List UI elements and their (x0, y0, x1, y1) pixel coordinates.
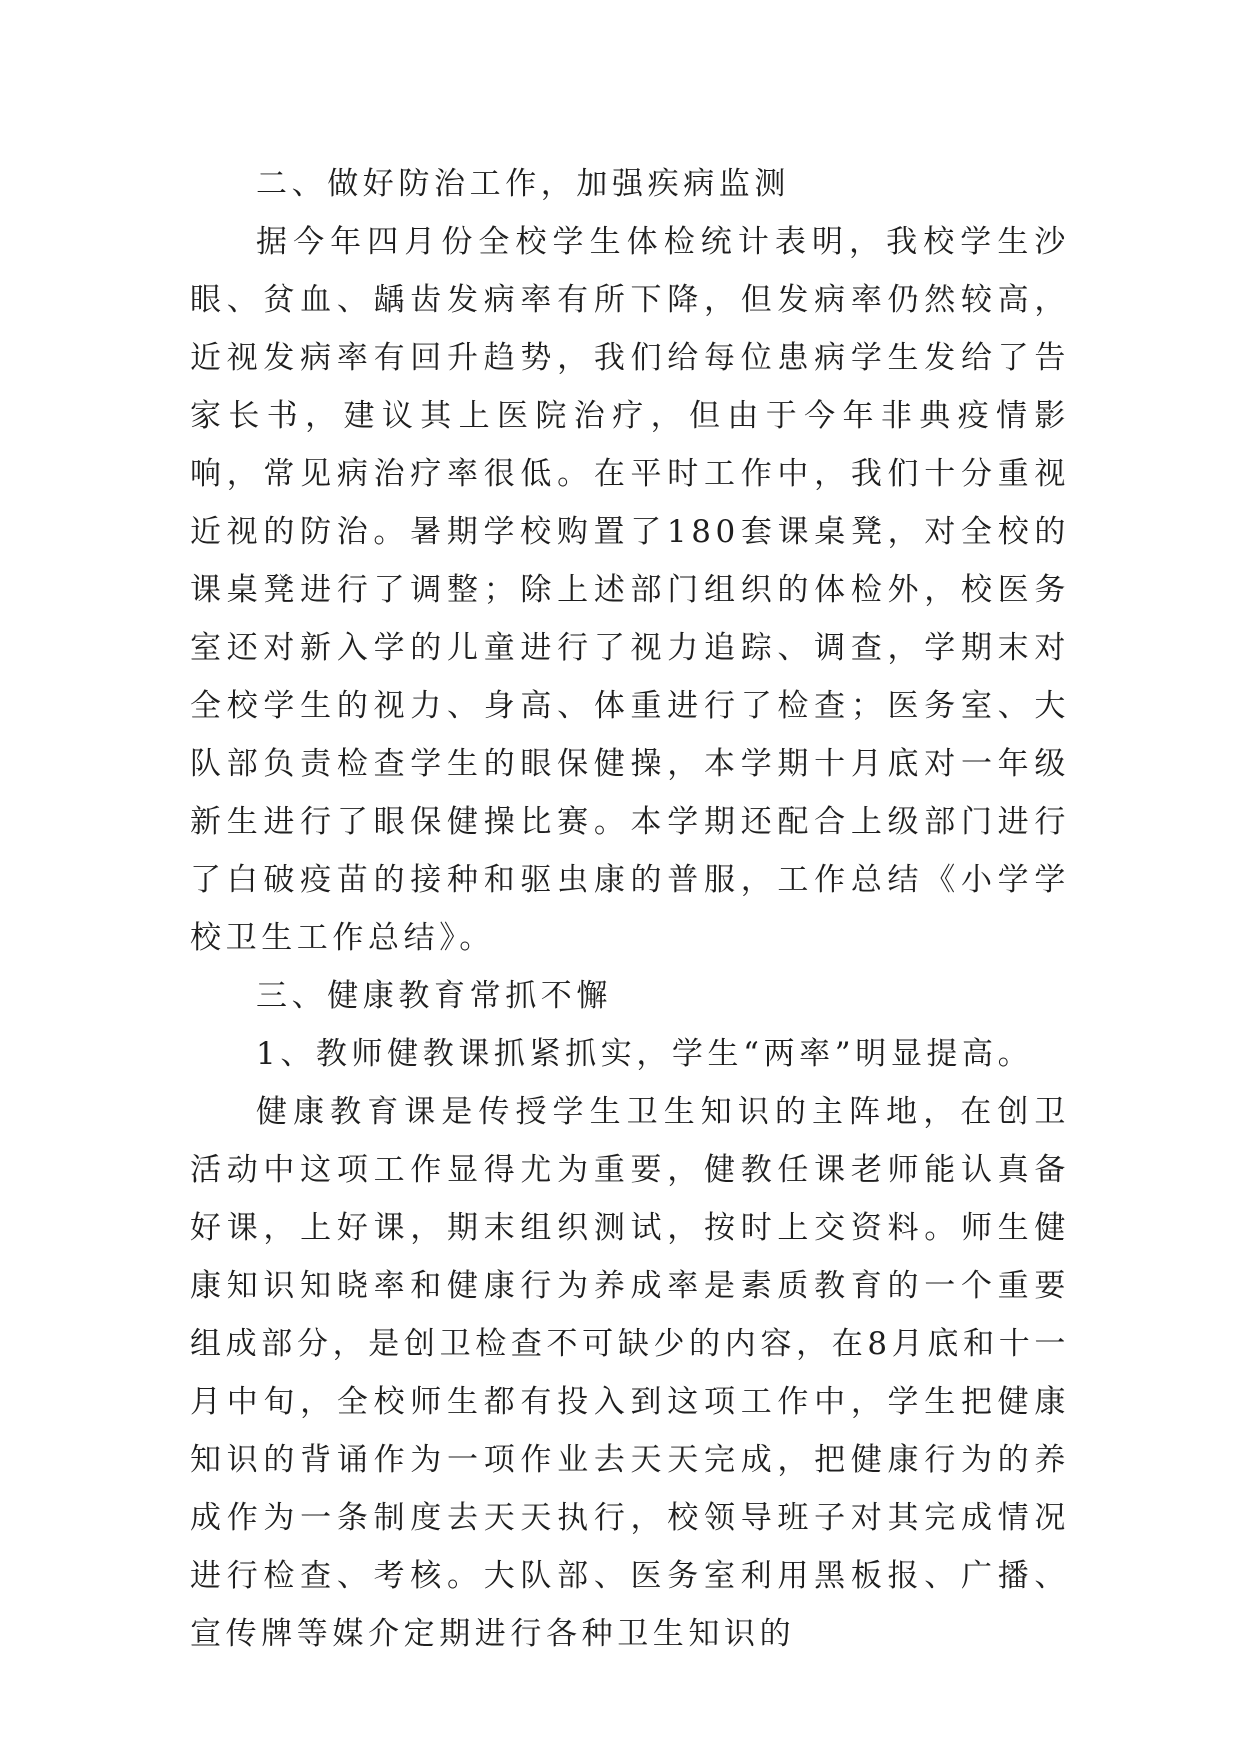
section-heading-health-education: 三、健康教育常抓不懈 (256, 978, 612, 1014)
subheading-health-class: 1、教师健教课抓紧抓实，学生“两率”明显提高。 (256, 1036, 1034, 1072)
paragraph-health-education: 健康教育课是传授学生卫生知识的主阵地，在创卫活动中这项工作显得尤为重要，健教任课老师能认真备好课，上好课，期末组织测试，按时上交资料。师生健康知识知晓率和健康行为养成率是素质教育的一个重要组成部分，是创卫检查不可缺少的内容，在8月底和十一月中旬，全校师生都有投入到这项工作中，学生把健康知识的背诵作为一项作业去天天完成，把健康行为的养成作为一条制度去天天执行，校领导班子对其完成情况进行检查、考核。大队部、医务室利用黑板报、广播、宣传牌等媒介定期进行各种卫生知识的 (190, 1094, 1070, 1652)
document-body (190, 155, 1070, 1663)
section-heading-disease-monitoring: 二、做好防治工作，加强疾病监测 (256, 166, 790, 202)
paragraph-health-checkup: 据今年四月份全校学生体检统计表明，我校学生沙眼、贫血、龋齿发病率有所下降，但发病率仍然较高，近视发病率有回升趋势，我们给每位患病学生发给了告家长书，建议其上医院治疗，但由于今年非典疫情影响，常见病治疗率很低。在平时工作中，我们十分重视近视的防治。暑期学校购置了180套课桌凳，对全校的课桌凳进行了调整；除上述部门组织的体检外，校医务室还对新入学的儿童进行了视力追踪、调查，学期末对全校学生的视力、身高、体重进行了检查；医务室、大队部负责检查学生的眼保健操，本学期十月底对一年级新生进行了眼保健操比赛。本学期还配合上级部门进行了白破疫苗的接种和驱虫康的普服，工作总结《小学学校卫生工作总结》。 (190, 224, 1070, 956)
